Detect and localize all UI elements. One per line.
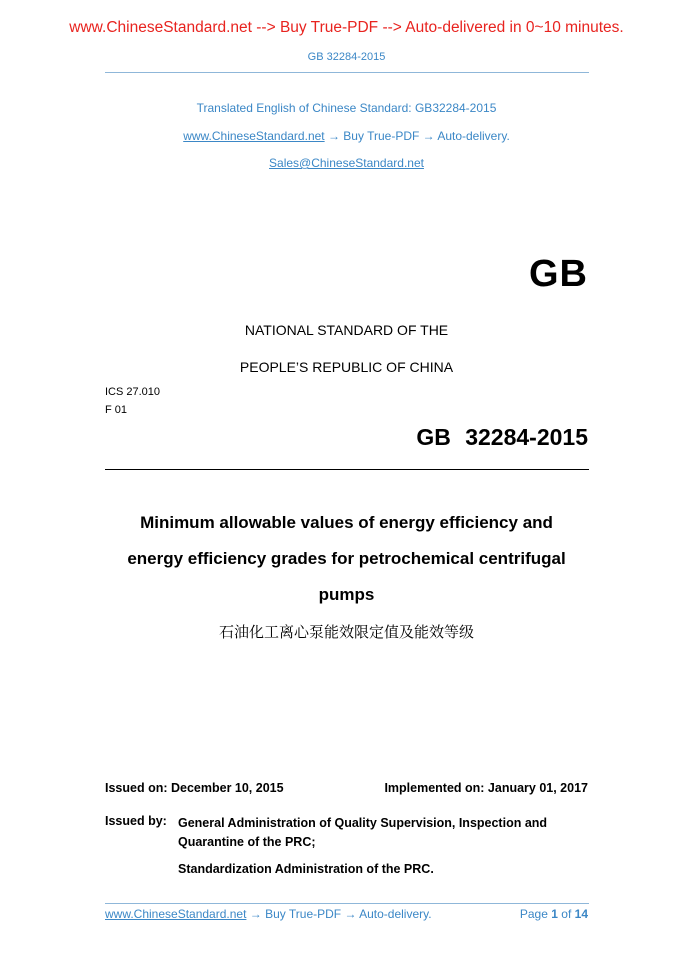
- issuer-aqsiq: General Administration of Quality Supervision, Inspection and Quarantine of the PRC;: [178, 816, 548, 849]
- document-number: GB 32284-2015: [416, 424, 588, 450]
- footer-divider: [105, 903, 589, 904]
- national-standard-line1: NATIONAL STANDARD OF THE: [244, 322, 449, 338]
- title-line: energy efficiency grades for petrochemical centrifugal: [127, 549, 566, 568]
- title-line: pumps: [318, 585, 375, 604]
- page-label: Page: [519, 907, 548, 921]
- ics-code: ICS 27.010: [105, 386, 161, 398]
- issued-by-label: Issued by:: [105, 814, 167, 828]
- header-divider: [105, 72, 589, 73]
- translation-notice: Translated English of Chinese Standard: GB32284-2015: [196, 101, 497, 115]
- title-line: Minimum allowable values of energy efficiency and: [140, 513, 553, 532]
- footer-purchase-line: [105, 907, 432, 921]
- of-label: of: [561, 907, 572, 921]
- implemented-on-date: Implemented on: January 01, 2017: [384, 781, 588, 795]
- promo-banner[interactable]: www.ChineseStandard.net --> Buy True-PDF --> Auto-delivered in 0~10 minutes.: [69, 19, 624, 36]
- purchase-text: → Buy True-PDF → Auto-delivery.: [324, 129, 510, 143]
- page-number: 1: [551, 907, 558, 921]
- classification-code: F 01: [105, 404, 128, 416]
- sales-email-link[interactable]: Sales@ChineseStandard.net: [269, 156, 424, 170]
- purchase-line: [0, 129, 693, 143]
- header-standard-code: GB 32284-2015: [307, 51, 386, 63]
- title-divider: [105, 469, 589, 470]
- page-indicator: [520, 907, 588, 921]
- page-total: 14: [574, 907, 588, 921]
- document-title-en: [95, 505, 598, 613]
- document-title-cn: 石油化工离心泵能效限定值及能效等级: [218, 623, 474, 641]
- email-line: [0, 156, 693, 170]
- site-link[interactable]: www.ChineseStandard.net: [183, 129, 325, 143]
- footer-purchase-text: → Buy True-PDF → Auto-delivery.: [246, 907, 432, 921]
- national-standard-line2: PEOPLE’S REPUBLIC OF CHINA: [239, 359, 454, 375]
- issued-on-date: Issued on: December 10, 2015: [105, 781, 284, 795]
- issuer-sac: Standardization Administration of the PRC.: [178, 862, 434, 876]
- gb-logo: GB: [529, 253, 588, 295]
- footer-site-link[interactable]: www.ChineseStandard.net: [105, 907, 247, 921]
